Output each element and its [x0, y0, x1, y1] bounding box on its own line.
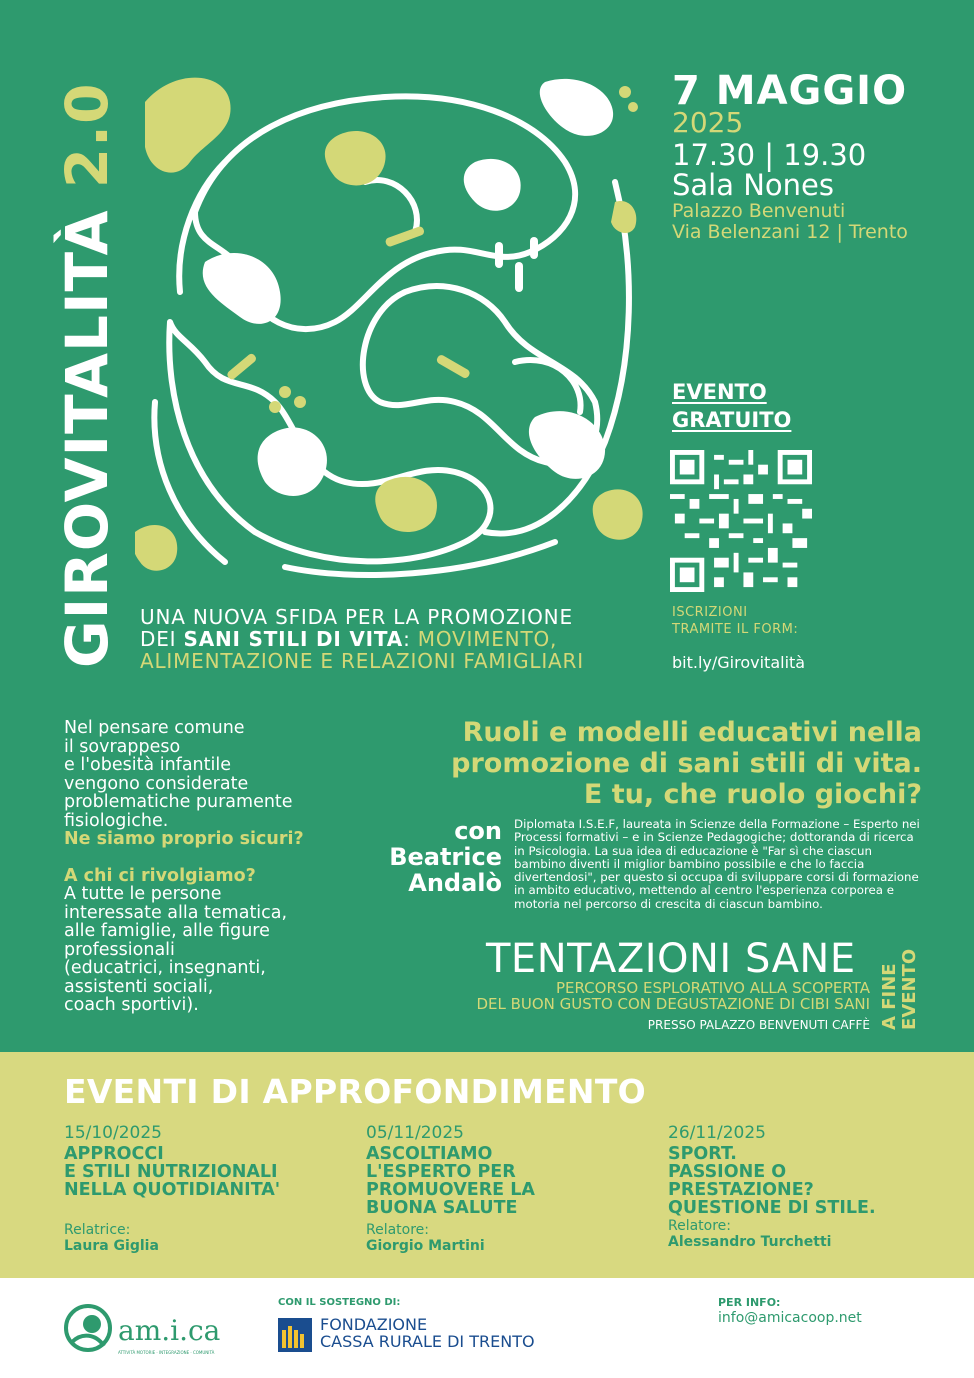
contact-email[interactable]: info@amicacoop.net [718, 1310, 862, 1326]
signup-link[interactable]: bit.ly/Girovitalità [672, 653, 806, 672]
event-card-date: 26/11/2025 [668, 1123, 766, 1143]
audience-question: A chi ci rivolgiamo? [64, 865, 256, 886]
event-card [64, 1123, 354, 1263]
talk-title: Ruoli e modelli educativi nella promozione di sani stili di vita. E tu, che ruolo giochi? [451, 717, 922, 810]
event-card-date: 15/10/2025 [64, 1123, 162, 1143]
speaker-name: con Beatrice Andalò [389, 817, 502, 897]
poster-title [53, 82, 121, 668]
subtitle: UNA NUOVA SFIDA PER LA PROMOZIONE DEI SANI STILI DI VITA: MOVIMENTO, ALIMENTAZIONE E RELAZIONI FAMIGLIARI [140, 605, 584, 673]
title-main: GIROVITALITÀ [53, 209, 121, 668]
event-card-speaker: Laura Giglia [64, 1238, 159, 1254]
amica-logo-icon [62, 1302, 114, 1354]
event-card-title: SPORT. PASSIONE O PRESTAZIONE? QUESTIONE DI STILE. [668, 1144, 876, 1218]
support-label: CON IL SOSTEGNO DI: [278, 1297, 401, 1308]
tentazioni-place: PRESSO PALAZZO BENVENUTI CAFFÈ [647, 1018, 870, 1032]
tentazioni-description: PERCORSO ESPLORATIVO ALLA SCOPERTA DEL BUON GUSTO CON DEGUSTAZIONE DI CIBI SANI [476, 979, 870, 1013]
amica-logo-subtext: ATTIVITÀ MOTORIE · INTEGRAZIONE · COMUNITÀ [118, 1350, 215, 1355]
event-time: 17.30 | 19.30 [672, 138, 867, 172]
event-card [366, 1123, 656, 1263]
event-address: Via Belenzani 12 | Trento [672, 221, 908, 243]
tentazioni-title: TENTAZIONI SANE [486, 936, 856, 982]
amica-logo [62, 1300, 232, 1360]
event-card-speaker: Alessandro Turchetti [668, 1234, 832, 1250]
event-year: 2025 [672, 106, 744, 139]
event-card [668, 1123, 958, 1263]
event-card-title: ASCOLTIAMO L'ESPERTO PER PROMUOVERE LA BUONA SALUTE [366, 1144, 535, 1218]
fondazione-name: FONDAZIONE CASSA RURALE DI TRENTO [320, 1315, 535, 1351]
signup-label: ISCRIZIONI TRAMITE IL FORM: [672, 605, 799, 637]
speaker-bio: Diplomata I.S.E.F, laureata in Scienze della Formazione – Esperto nei Processi formativi – e in Scienze Pedagogiche; dottoranda di ricerca in Psicologia. La sua idea di educazione è "Far sì che ciascun bambino diventi il miglior bambino possibile e che lo faccia divertendosi", per questo si occupa di sviluppare corsi di formazione in ambito educativo, mettendo al centro l'esperienza corporea e motoria nel percorso di crescita di ciascun bambino. [514, 817, 920, 911]
event-date: 7 MAGGIO [672, 68, 908, 114]
intro-question: Ne siamo proprio sicuri? [64, 829, 304, 849]
event-card-role: Relatrice: [64, 1222, 131, 1238]
intro-text: Nel pensare comune il sovrappeso e l'obesità infantile vengono considerate problematiche puramente fisiologiche. Ne siamo proprio sicuri? A chi ci rivolgiamo? A tutte le persone interessate alla tematica, alle famiglie, alle figure professionali (educatrici, insegnanti, assistenti sociali, coach sportivi). [64, 719, 364, 1015]
event-card-role: Relatore: [366, 1222, 430, 1238]
abstract-figures-illustration [135, 62, 653, 582]
event-card-title: APPROCCI E STILI NUTRIZIONALI NELLA QUOTIDIANITA' [64, 1144, 281, 1200]
info-label: PER INFO: [718, 1296, 781, 1309]
after-event-label: A FINE EVENTO [879, 948, 920, 1030]
amica-logo-text: am.i.ca [118, 1314, 221, 1347]
events-heading: EVENTI DI APPROFONDIMENTO [64, 1072, 647, 1111]
free-event-label: EVENTO GRATUITO [672, 380, 792, 432]
event-card-date: 05/11/2025 [366, 1123, 464, 1143]
event-room: Sala Nones [672, 168, 834, 202]
event-card-role: Relatore: [668, 1218, 732, 1234]
event-card-speaker: Giorgio Martini [366, 1238, 485, 1254]
qr-code[interactable] [670, 450, 812, 592]
fondazione-logo-icon [278, 1318, 312, 1352]
event-venue: Palazzo Benvenuti [672, 200, 846, 222]
title-version: 2.0 [53, 82, 121, 189]
